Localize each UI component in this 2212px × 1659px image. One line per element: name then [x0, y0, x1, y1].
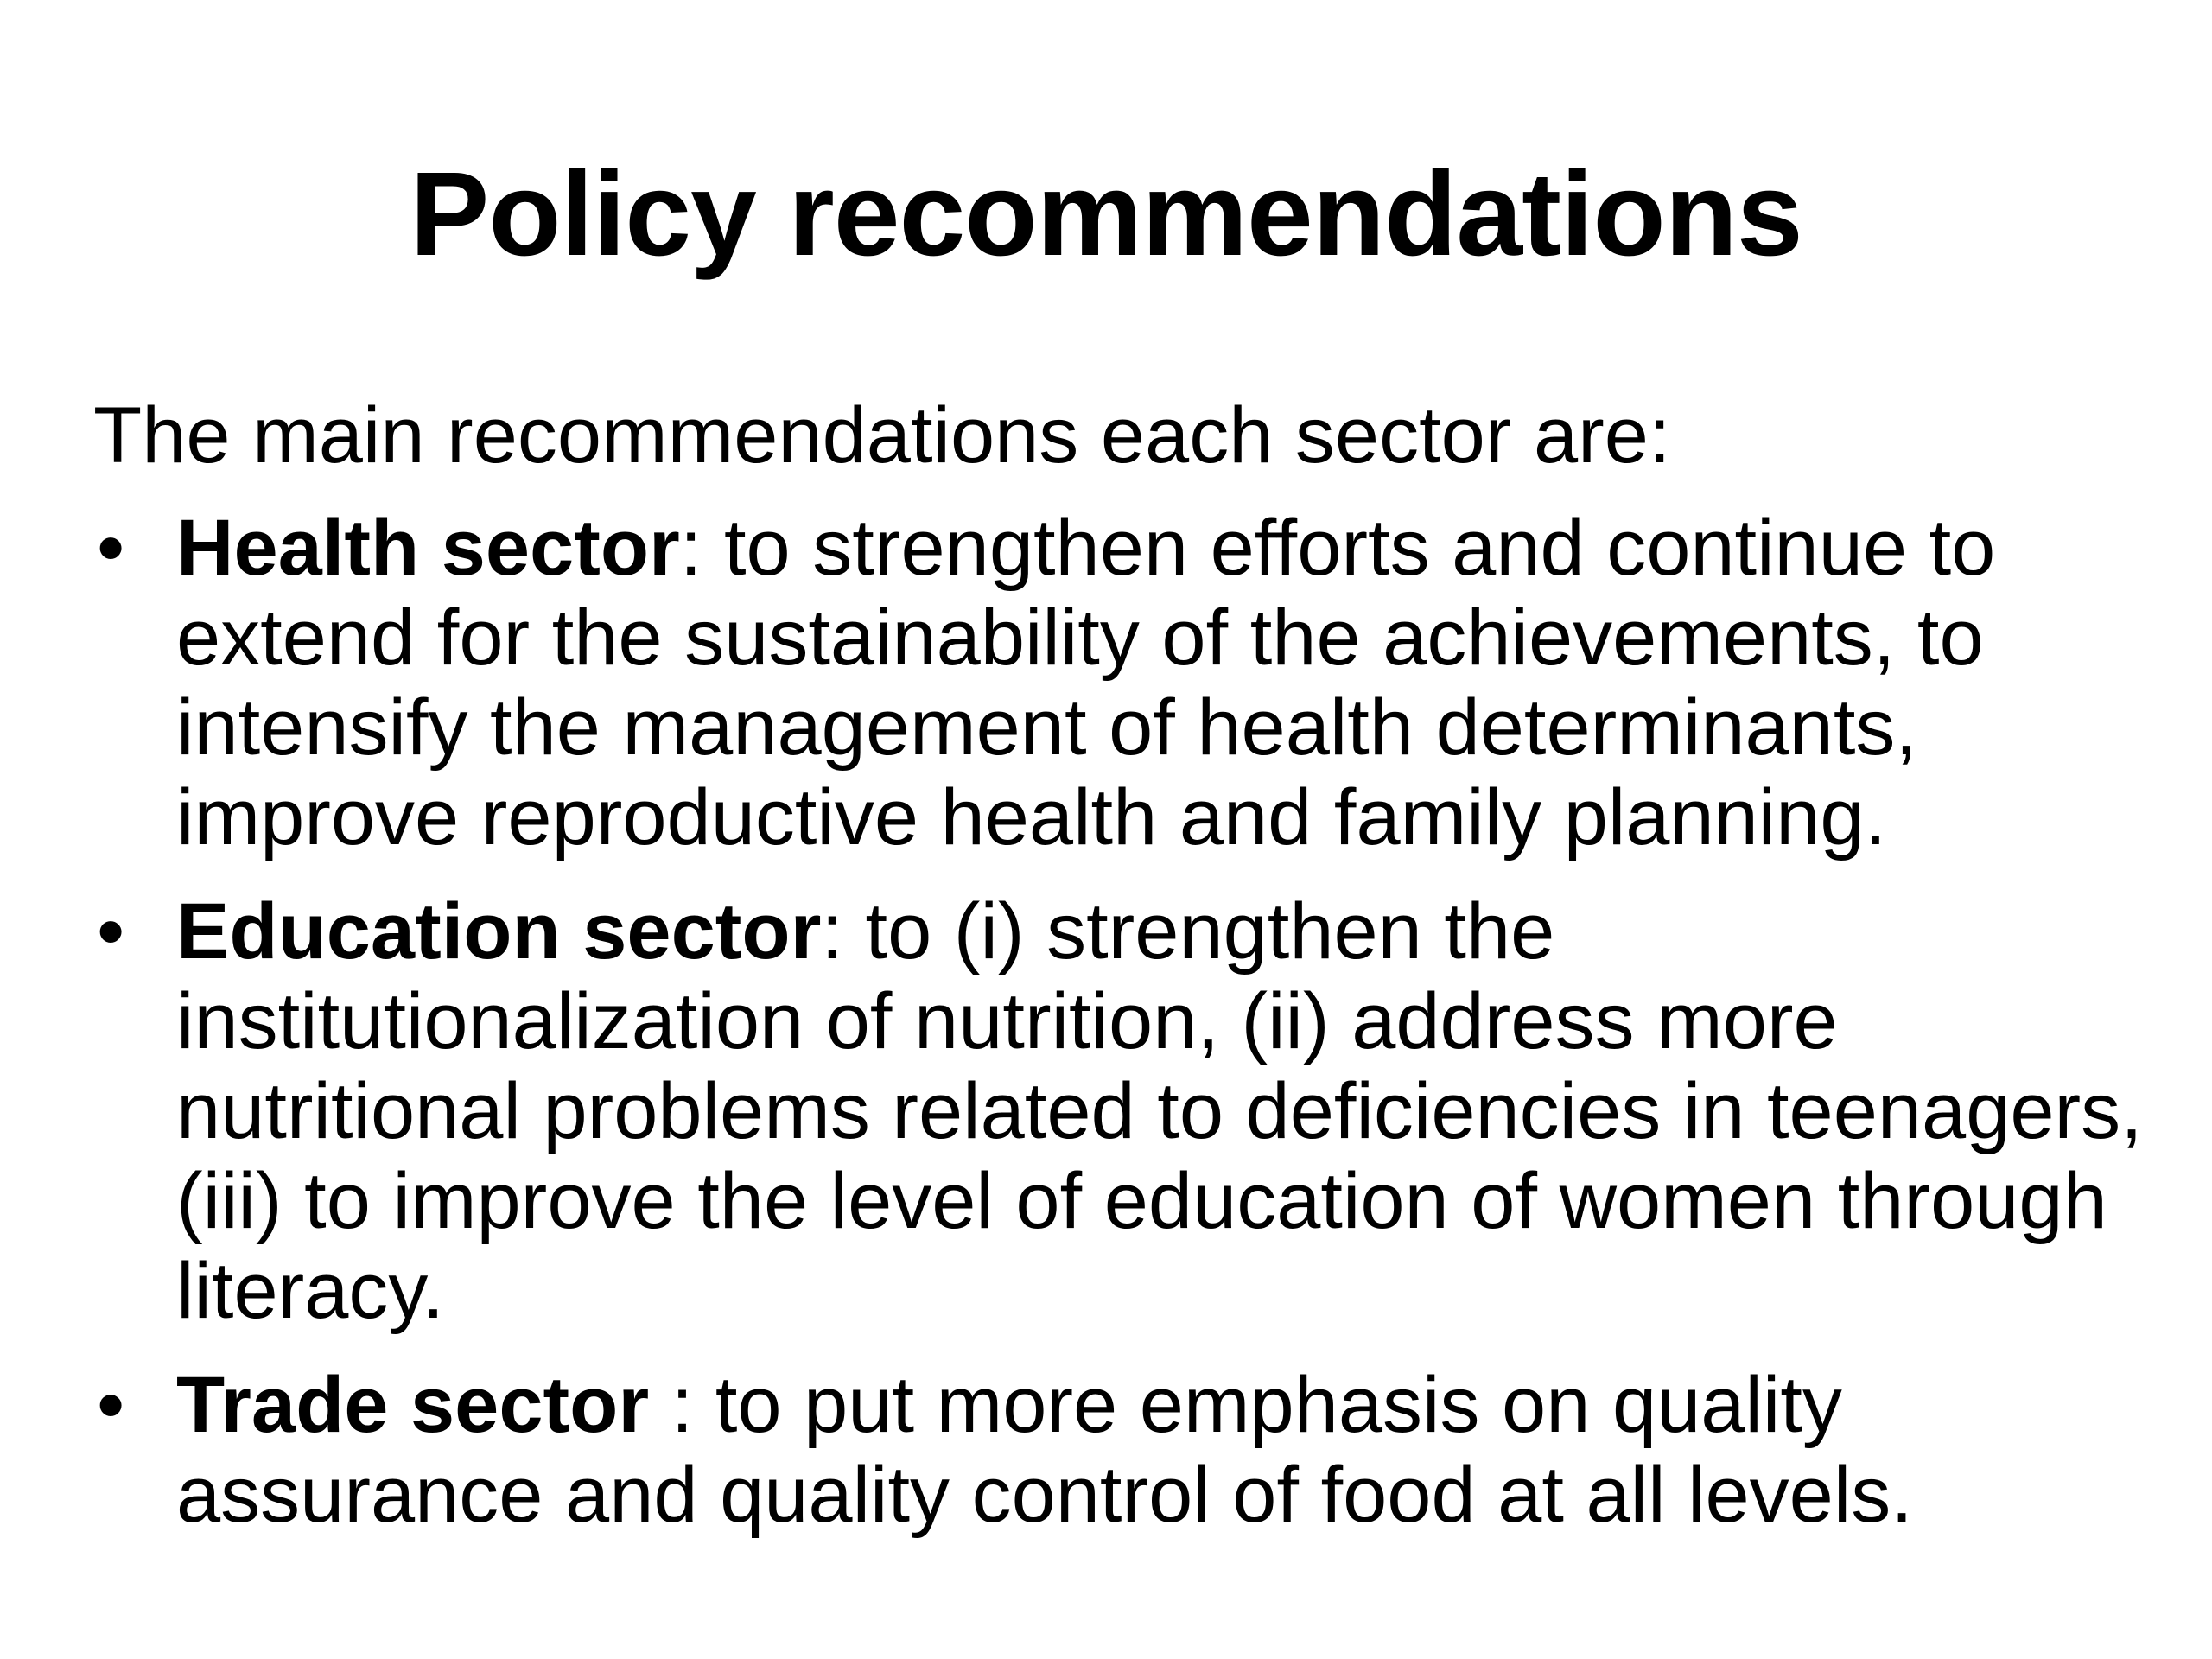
description-health-sector: to strengthen efforts and continue to extend for the sustainability of the achievements, to intensify the management of health determinants, improve reproductive health and family planning.	[176, 504, 1996, 861]
description-education-sector: to (i) strengthen the institutionalization of nutrition, (ii) address more nutritional problems related to deficiencies in teenagers, (iii) to improve the level of education of women through literacy.	[176, 887, 2143, 1335]
intro-text: The main recommendations each sector are:	[93, 391, 1671, 480]
bullet-icon: •	[97, 1361, 125, 1449]
bullet-icon: •	[97, 504, 125, 592]
separator: :	[821, 887, 843, 976]
list-item-education-sector	[93, 887, 2167, 1336]
list-item-trade-sector	[93, 1360, 2167, 1540]
bullet-icon: •	[97, 887, 125, 976]
term-education-sector: Education sector	[176, 887, 822, 976]
separator: :	[679, 504, 702, 592]
list-item-health-sector	[93, 503, 2167, 862]
term-trade-sector: Trade sector	[176, 1361, 650, 1449]
term-health-sector: Health sector	[176, 504, 680, 592]
recommendation-list	[93, 503, 2167, 1540]
slide-title: Policy recommendations	[410, 148, 1802, 281]
separator: :	[649, 1361, 694, 1449]
slide-body	[93, 391, 2167, 1564]
description-trade-sector: to put more emphasis on quality assurance and quality control of food at all levels.	[176, 1361, 1913, 1539]
